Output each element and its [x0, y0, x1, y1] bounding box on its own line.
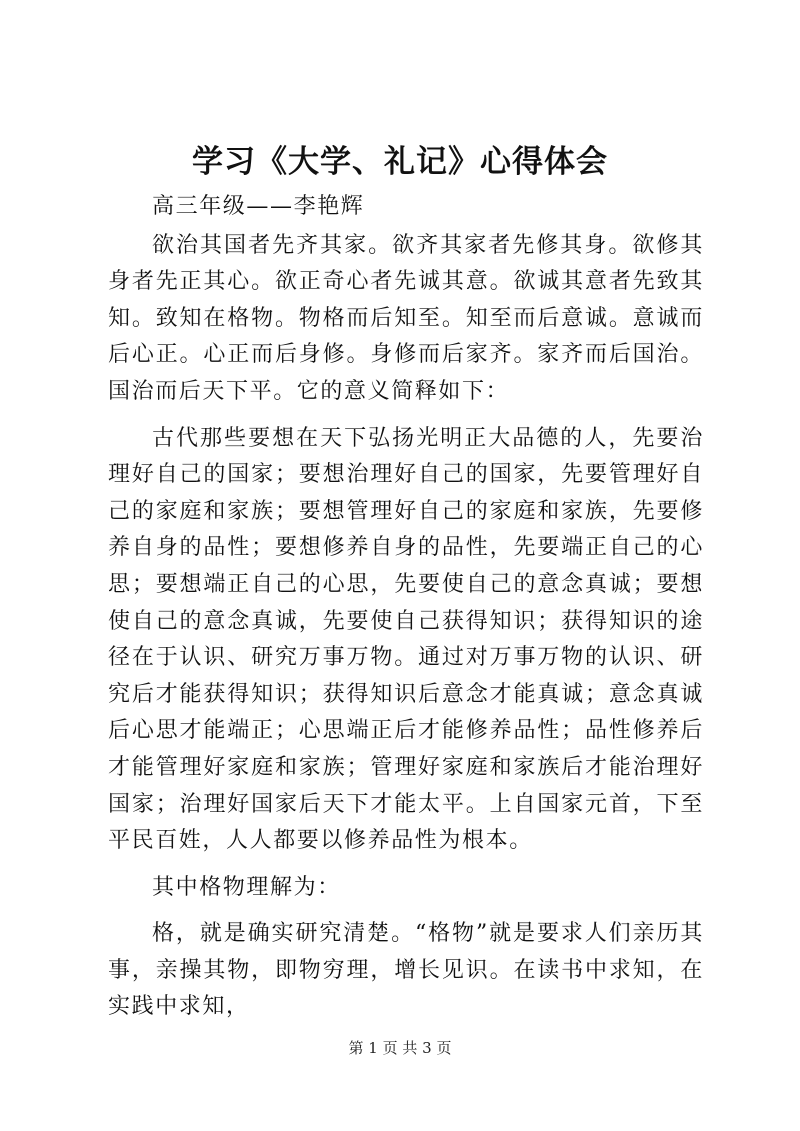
- document-title: 学习《大学、礼记》心得体会: [192, 144, 608, 180]
- paragraph-gewu-heading: 其中格物理解为：: [152, 874, 341, 900]
- paragraph-original-text: 欲治其国者先齐其家。欲齐其家者先修其身。欲修其身者先正其心。欲正奇心者先诚其意。欲诚其意者先致其知。致知在格物。物格而后知至。知至而后意诚。意诚而后心正。心正而后身修。身修而后家齐。家齐而后国治。国治而后天下平。它的意义简释如下：: [108, 232, 704, 404]
- paragraph-explanation: 古代那些要想在天下弘扬光明正大品德的人，先要治理好自己的国家；要想治理好自己的国家，先要管理好自己的家庭和家族；要想管理好自己的家庭和家族，先要修养自身的品性；要想修养自身的品性，先要端正自己的心思；要想端正自己的心思，先要使自己的意念真诚；要想使自己的意念真诚，先要使自己获得知识；获得知识的途径在于认识、研究万事万物。通过对万事万物的认识、研究后才能获得知识；获得知识后意念才能真诚；意念真诚后心思才能端正；心思端正后才能修养品性；品性修养后才能管理好家庭和家族；管理好家庭和家族后才能治理好国家；治理好国家后天下才能太平。上自国家元首，下至平民百姓，人人都要以修养品性为根本。: [108, 425, 704, 854]
- page-footer: 第 1 页 共 3 页: [348, 1039, 452, 1057]
- paragraph-gewu-definition: 格，就是确实研究清楚。“格物”就是要求人们亲历其事，亲操其物，即物穷理，增长见识。在读书中求知，在实践中求知，: [108, 921, 704, 1020]
- document-body: [108, 189, 704, 1026]
- author-line: 高三年级——李艳辉: [152, 194, 365, 219]
